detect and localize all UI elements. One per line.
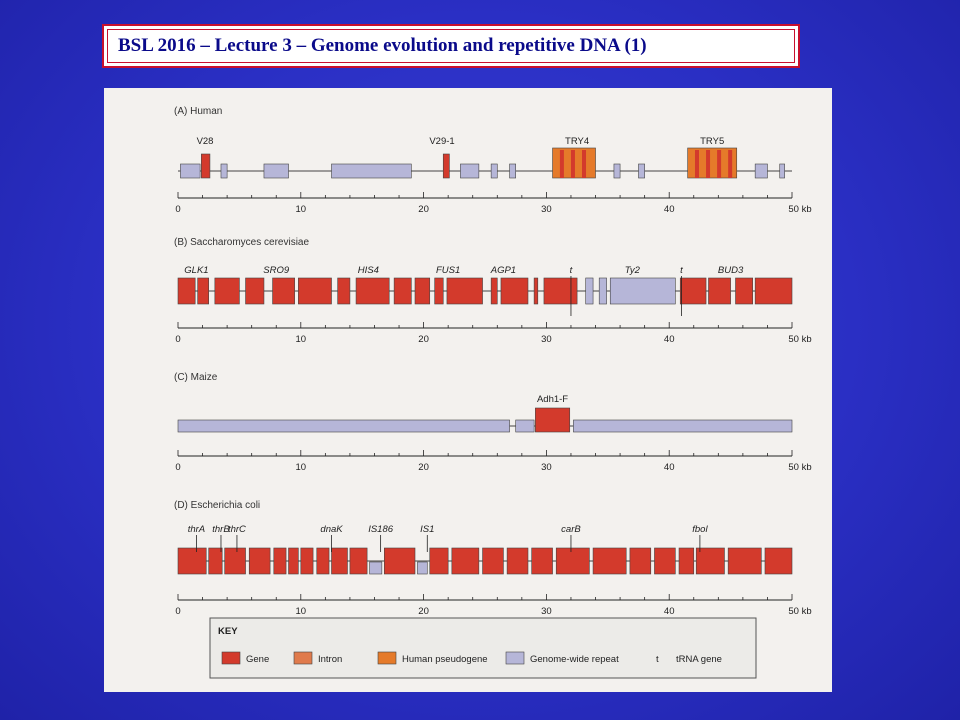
feature-yeast-repeat-16 bbox=[586, 278, 593, 304]
slide-title-box bbox=[102, 24, 800, 68]
key-swatch-gene bbox=[222, 652, 240, 664]
feature-human-repeat-11 bbox=[639, 164, 645, 178]
feature-ecoli-gene-16 bbox=[507, 548, 528, 574]
feature-ecoli-gene-3 bbox=[249, 548, 270, 574]
feature-yeast-gene-20 bbox=[708, 278, 730, 304]
feature-human-repeat-3 bbox=[264, 164, 289, 178]
feature-ecoli-repeat-10 bbox=[370, 562, 382, 574]
feature-yeast-gene-12 bbox=[491, 278, 497, 304]
gene-label-ecoli: IS186 bbox=[368, 524, 394, 535]
gene-label-yeast: HIS4 bbox=[357, 265, 379, 276]
genome-map-svg bbox=[104, 88, 832, 692]
panel-label-ecoli: (D) Escherichia coli bbox=[174, 500, 261, 511]
scale-tick-label: 0 bbox=[175, 204, 181, 215]
feature-yeast-gene-7 bbox=[356, 278, 389, 304]
gene-label-yeast: GLK1 bbox=[184, 265, 209, 276]
gene-label-yeast: BUD3 bbox=[717, 265, 744, 276]
pseudogene-exon bbox=[695, 150, 699, 178]
feature-yeast-gene-5 bbox=[298, 278, 331, 304]
scale-tick-label: 30 bbox=[541, 606, 552, 617]
scale-tick-label: 20 bbox=[418, 204, 429, 215]
feature-yeast-gene-11 bbox=[447, 278, 483, 304]
feature-human-gene-1 bbox=[201, 154, 210, 178]
scale-tick-label: 0 bbox=[175, 462, 181, 473]
gene-label-yeast: FUS1 bbox=[436, 265, 461, 276]
panel-label-human: (A) Human bbox=[174, 106, 223, 117]
pseudogene-exon bbox=[571, 150, 575, 178]
key-label-repeat: Genome-wide repeat bbox=[530, 654, 619, 665]
gene-label-yeast: SRO9 bbox=[263, 265, 290, 276]
feature-yeast-gene-13 bbox=[501, 278, 528, 304]
feature-maize-repeat-0 bbox=[178, 420, 510, 432]
feature-ecoli-gene-4 bbox=[274, 548, 286, 574]
feature-human-repeat-4 bbox=[332, 164, 412, 178]
feature-ecoli-gene-11 bbox=[384, 548, 415, 574]
panel-label-yeast: (B) Saccharomyces cerevisiae bbox=[174, 237, 310, 248]
gene-label-human: TRY4 bbox=[565, 136, 590, 147]
gene-label-human: TRY5 bbox=[700, 136, 725, 147]
feature-yeast-gene-4 bbox=[273, 278, 295, 304]
feature-ecoli-gene-25 bbox=[765, 548, 792, 574]
scale-tick-label: 30 bbox=[541, 204, 552, 215]
feature-human-repeat-13 bbox=[755, 164, 767, 178]
feature-yeast-repeat-17 bbox=[599, 278, 606, 304]
pseudogene-exon bbox=[728, 150, 732, 178]
scale-tick-label: 40 bbox=[663, 334, 675, 345]
feature-yeast-gene-9 bbox=[415, 278, 430, 304]
key-swatch-trna: t bbox=[656, 654, 659, 665]
scale-tick-label: 30 bbox=[541, 334, 552, 345]
feature-ecoli-gene-8 bbox=[332, 548, 348, 574]
panel-label-maize: (C) Maize bbox=[174, 372, 218, 383]
scale-tick-label: 30 bbox=[541, 462, 552, 473]
feature-ecoli-gene-17 bbox=[532, 548, 553, 574]
feature-ecoli-gene-1 bbox=[209, 548, 223, 574]
feature-yeast-gene-19 bbox=[680, 278, 706, 304]
scale-tick-label: 50 kb bbox=[788, 334, 812, 345]
feature-yeast-gene-3 bbox=[246, 278, 264, 304]
feature-human-repeat-10 bbox=[614, 164, 620, 178]
feature-ecoli-gene-7 bbox=[317, 548, 329, 574]
gene-label-yeast: t bbox=[680, 265, 683, 276]
feature-yeast-gene-10 bbox=[435, 278, 444, 304]
scale-tick-label: 10 bbox=[295, 204, 307, 215]
feature-yeast-gene-22 bbox=[755, 278, 792, 304]
feature-maize-repeat-3 bbox=[573, 420, 792, 432]
key-swatch-repeat bbox=[506, 652, 524, 664]
scale-tick-label: 10 bbox=[295, 606, 307, 617]
gene-label-human: V29-1 bbox=[429, 136, 455, 147]
key-label-pseudogene: Human pseudogene bbox=[402, 654, 488, 665]
feature-human-repeat-0 bbox=[180, 164, 200, 178]
feature-human-repeat-8 bbox=[510, 164, 516, 178]
key-swatch-intron bbox=[294, 652, 312, 664]
feature-maize-repeat-1 bbox=[516, 420, 534, 432]
scale-tick-label: 20 bbox=[418, 334, 429, 345]
feature-ecoli-gene-15 bbox=[483, 548, 504, 574]
key-title: KEY bbox=[218, 626, 238, 637]
gene-label-ecoli: thrA bbox=[187, 524, 206, 535]
feature-ecoli-gene-24 bbox=[728, 548, 761, 574]
key-label-trna: tRNA gene bbox=[676, 654, 722, 665]
feature-yeast-gene-0 bbox=[178, 278, 195, 304]
feature-ecoli-gene-21 bbox=[654, 548, 675, 574]
gene-label-ecoli: fbol bbox=[692, 524, 708, 535]
gene-label-human: V28 bbox=[196, 136, 214, 147]
feature-maize-gene-2 bbox=[535, 408, 569, 432]
feature-human-repeat-2 bbox=[221, 164, 227, 178]
key-label-gene: Gene bbox=[246, 654, 270, 665]
feature-yeast-gene-15 bbox=[544, 278, 577, 304]
feature-ecoli-gene-2 bbox=[225, 548, 246, 574]
gene-label-maize: Adh1-F bbox=[536, 394, 569, 405]
gene-label-ecoli: thrC bbox=[227, 524, 246, 535]
gene-label-yeast: t bbox=[569, 265, 573, 276]
feature-ecoli-repeat-12 bbox=[417, 562, 427, 574]
key-box bbox=[210, 618, 756, 678]
slide-title: BSL 2016 – Lecture 3 – Genome evolution and repetitive DNA (1) bbox=[107, 29, 795, 63]
feature-yeast-gene-6 bbox=[338, 278, 350, 304]
feature-yeast-repeat-18 bbox=[610, 278, 675, 304]
scale-tick-label: 10 bbox=[295, 334, 307, 345]
gene-label-ecoli: dnaK bbox=[320, 524, 343, 535]
feature-ecoli-gene-9 bbox=[350, 548, 367, 574]
gene-label-yeast: Ty2 bbox=[624, 265, 640, 276]
feature-human-repeat-14 bbox=[780, 164, 785, 178]
feature-yeast-gene-2 bbox=[215, 278, 240, 304]
feature-ecoli-gene-20 bbox=[630, 548, 651, 574]
gene-label-yeast: AGP1 bbox=[490, 265, 517, 276]
key-label-intron: Intron bbox=[318, 654, 343, 665]
scale-tick-label: 40 bbox=[663, 204, 675, 215]
scale-tick-label: 50 kb bbox=[788, 204, 812, 215]
scale-tick-label: 0 bbox=[175, 606, 181, 617]
pseudogene-exon bbox=[706, 150, 710, 178]
feature-ecoli-gene-14 bbox=[452, 548, 479, 574]
scale-tick-label: 10 bbox=[295, 462, 307, 473]
gene-label-ecoli: IS1 bbox=[420, 524, 435, 535]
feature-yeast-gene-8 bbox=[394, 278, 411, 304]
feature-ecoli-gene-0 bbox=[178, 548, 206, 574]
feature-ecoli-gene-19 bbox=[593, 548, 626, 574]
feature-ecoli-gene-22 bbox=[679, 548, 694, 574]
scale-tick-label: 20 bbox=[418, 606, 429, 617]
scale-tick-label: 0 bbox=[175, 334, 181, 345]
pseudogene-exon bbox=[560, 150, 564, 178]
feature-ecoli-gene-23 bbox=[696, 548, 724, 574]
feature-yeast-gene-21 bbox=[736, 278, 753, 304]
gene-label-ecoli: carB bbox=[561, 524, 581, 535]
feature-ecoli-gene-18 bbox=[556, 548, 589, 574]
key-swatch-pseudogene bbox=[378, 652, 396, 664]
scale-tick-label: 20 bbox=[418, 462, 429, 473]
pseudogene-exon bbox=[717, 150, 721, 178]
feature-ecoli-gene-6 bbox=[301, 548, 313, 574]
scale-tick-label: 50 kb bbox=[788, 462, 812, 473]
feature-human-repeat-6 bbox=[460, 164, 478, 178]
feature-human-gene-5 bbox=[443, 154, 449, 178]
scale-tick-label: 50 kb bbox=[788, 606, 812, 617]
feature-yeast-gene-14 bbox=[534, 278, 538, 304]
genome-comparison-figure bbox=[104, 88, 832, 692]
feature-yeast-gene-1 bbox=[198, 278, 209, 304]
feature-ecoli-gene-13 bbox=[430, 548, 448, 574]
feature-human-repeat-7 bbox=[491, 164, 497, 178]
feature-ecoli-gene-5 bbox=[289, 548, 299, 574]
scale-tick-label: 40 bbox=[663, 606, 675, 617]
scale-tick-label: 40 bbox=[663, 462, 675, 473]
pseudogene-exon bbox=[582, 150, 586, 178]
gene-label-ecoli: thrB bbox=[212, 524, 230, 535]
